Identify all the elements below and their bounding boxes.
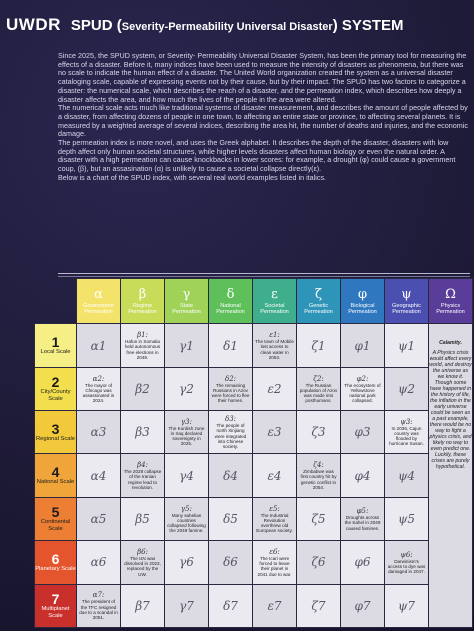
cell-example: The Industrial Revolution overthrew old European society.: [256, 512, 293, 534]
table-row: [35, 367, 473, 410]
cell-code: δ3:: [224, 415, 237, 424]
table-row: [35, 324, 473, 367]
column-symbol: φ: [357, 286, 368, 302]
table-cell: [341, 324, 385, 367]
cell-code: φ1: [354, 338, 371, 353]
page-title: [71, 17, 404, 34]
table-cell: [253, 324, 297, 367]
column-name: Genetic Permeation: [304, 302, 333, 316]
chart-corner: [35, 279, 77, 324]
cell-code: ζ7: [311, 598, 326, 613]
cell-code: ε4: [267, 468, 282, 483]
column-name: National Permeation: [216, 302, 245, 316]
cell-code: γ2: [179, 381, 194, 396]
row-header: [35, 367, 77, 410]
table-cell: [209, 454, 253, 497]
cell-code: ζ2:: [313, 374, 324, 383]
column-symbol: Ω: [445, 286, 456, 302]
table-cell: [121, 411, 165, 454]
row-header: [35, 324, 77, 367]
table-cell: [385, 454, 429, 497]
cell-code: γ1: [179, 338, 194, 353]
cell-code: γ6: [179, 555, 194, 570]
row-number: 4: [51, 464, 60, 481]
table-cell: [165, 324, 209, 367]
cell-code: φ3: [354, 425, 371, 440]
cell-code: α3: [90, 425, 107, 440]
cell-code: ζ6: [311, 555, 326, 570]
table-cell: [297, 367, 341, 410]
row-header: [35, 541, 77, 584]
column-symbol: β: [138, 286, 147, 302]
cell-code: ψ2: [397, 381, 416, 396]
cell-code: δ1: [223, 338, 238, 353]
divider: [58, 276, 470, 277]
table-cell: [253, 541, 297, 584]
table-cell: [297, 541, 341, 584]
cell-code: α6: [90, 555, 107, 570]
cell-code: φ4: [354, 468, 371, 483]
table-cell: [77, 411, 121, 454]
cell-code: α5: [90, 511, 107, 526]
column-name: Biological Permeation: [348, 302, 377, 316]
cell-code: δ5: [223, 511, 238, 526]
cell-code: ψ5: [397, 511, 416, 526]
table-cell: [209, 497, 253, 540]
cell-code: β3: [135, 425, 150, 440]
cell-example: The town of Mobile lost access to clean water in 2053.: [255, 339, 294, 360]
cell-code: ζ5: [311, 511, 326, 526]
cell-code: ε1:: [269, 331, 280, 340]
table-cell: [253, 367, 297, 410]
table-cell: [77, 367, 121, 410]
table-cell: [165, 541, 209, 584]
row-number: 5: [51, 504, 60, 521]
cell-code: δ2:: [224, 374, 237, 383]
table-cell: [209, 324, 253, 367]
cell-example: Hafun in Somalia held autonomous free elections in 2049.: [124, 339, 161, 360]
cell-code: β2: [135, 381, 150, 396]
column-header: [253, 279, 297, 324]
table-row: [35, 584, 473, 627]
cell-code: ζ1: [311, 338, 326, 353]
table-cell: [341, 454, 385, 497]
row-number: 2: [51, 374, 60, 391]
cell-code: ε2: [267, 381, 282, 396]
table-cell: [297, 411, 341, 454]
table-cell: [341, 497, 385, 540]
column-header: [297, 279, 341, 324]
cell-code: α7:: [92, 591, 105, 600]
cell-example: The ecosystem of Yellowstone national park collapsed.: [344, 382, 381, 404]
cell-code: φ6: [354, 555, 371, 570]
row-name: National Scale: [36, 479, 75, 486]
column-symbol: ε: [271, 286, 278, 302]
table-cell: [121, 497, 165, 540]
intro-paragraph: The permeation index is more novel, and uses the Greek alphabet. It describes the depth of the disaster, disasters with low depth affect only human societal structures, while higher levels disasters affect human biology or even the natural order. A disaster with a high permeation can cause knockbacks in lower scores: for example, a drought (φ) could cause a government coup, (β), but an assasination (α) is unlikely to cause a societal collapse directly(ε).: [58, 138, 456, 174]
row-number: 3: [51, 420, 60, 437]
cell-example: The remaining Russians in Azov were forced to flee their homes.: [211, 382, 250, 404]
column-symbol: δ: [226, 286, 235, 302]
cell-code: ε3: [267, 425, 282, 440]
cell-code: ζ3: [311, 425, 326, 440]
table-row: [35, 541, 473, 584]
table-cell: [385, 411, 429, 454]
cell-code: φ7: [354, 598, 371, 613]
row-name: Multiplanet Scale: [41, 606, 70, 619]
table-cell: [297, 454, 341, 497]
table-cell: [385, 497, 429, 540]
column-symbol: ζ: [314, 286, 323, 302]
cell-code: δ6: [223, 555, 238, 570]
table-row: [35, 411, 473, 454]
column-header: [341, 279, 385, 324]
table-cell: [385, 541, 429, 584]
column-name: Physics Permeation: [436, 302, 465, 316]
cell-code: δ7: [223, 598, 238, 613]
table-cell: [297, 497, 341, 540]
cell-code: β1:: [137, 331, 148, 340]
intro-text: [58, 52, 468, 183]
cell-code: α2:: [92, 374, 105, 383]
table-cell: [341, 541, 385, 584]
uwdr-logo: UWDR: [6, 15, 61, 34]
cell-example: Many sahelian countries collapsed following the 2049 famine.: [167, 512, 206, 534]
table-cell: [121, 367, 165, 410]
column-name: Geographic Permeation: [392, 302, 421, 316]
cell-code: ψ4: [397, 468, 416, 483]
title-small: Severity-Permeability Universal Disaster: [121, 20, 333, 33]
omega-text: A Physics crisis would affect every world, and destroy the universe as we know it. Though some have happened in the history of life, the inflation in the early universe could be seen as a past example, there would be no way to fight a physics crisis, and likely no way to even predict one. Luckily, these crises are purely hypothetical.: [429, 350, 472, 471]
table-cell: [385, 367, 429, 410]
row-header: [35, 454, 77, 497]
cell-code: γ7: [179, 598, 194, 613]
cell-example: The UN was dissolved in 2023, replaced by the UW.: [124, 555, 161, 577]
row-number: 6: [51, 551, 60, 568]
omega-description: [429, 324, 473, 628]
row-name: Local Scale: [40, 349, 71, 356]
cell-example: Darwinism's access to dye was damaged in 2047.: [387, 558, 426, 574]
title-end: ) SYSTEM: [332, 16, 404, 34]
table-cell: [297, 324, 341, 367]
table-cell: [385, 324, 429, 367]
column-header: [121, 279, 165, 324]
cell-example: The 2028 collapse of the Iranian regime lead to revolution.: [123, 469, 162, 490]
row-header: [35, 584, 77, 627]
table-cell: [165, 454, 209, 497]
column-header: [385, 279, 429, 324]
cell-code: α4: [90, 468, 107, 483]
table-cell: [385, 584, 429, 627]
cell-code: ψ3:: [400, 417, 413, 426]
cell-example: The mayor of Chicago was assassinated in 2024.: [82, 382, 115, 404]
column-symbol: γ: [182, 286, 191, 302]
table-cell: [77, 584, 121, 627]
cell-example: Zimbabwe was first country hit by genetic conflict in 2054.: [300, 469, 337, 490]
cell-code: α1: [90, 338, 107, 353]
column-header: [209, 279, 253, 324]
table-cell: [341, 367, 385, 410]
cell-code: ψ1: [397, 338, 416, 353]
table-cell: [77, 497, 121, 540]
column-header: [77, 279, 121, 324]
cell-example: The Russian population of Azov was made into posthumans.: [299, 382, 338, 404]
row-header: [35, 411, 77, 454]
column-header: [429, 279, 473, 324]
row-number: 1: [51, 334, 60, 351]
column-symbol: ψ: [401, 286, 412, 302]
cell-code: ψ7: [397, 598, 416, 613]
cell-code: γ4: [179, 468, 194, 483]
table-cell: [209, 367, 253, 410]
cell-code: ε5:: [269, 504, 280, 513]
cell-code: β4:: [137, 461, 148, 470]
cell-example: The people of north Xinjiang were integrated into Chinese society.: [214, 423, 247, 450]
row-name: City/County Scale: [40, 389, 71, 402]
table-cell: [165, 367, 209, 410]
row-header: [35, 497, 77, 540]
table-cell: [121, 454, 165, 497]
cell-code: φ5:: [356, 507, 369, 516]
table-cell: [209, 584, 253, 627]
cell-example: Droughts across the Sahel in 2049 caused famines.: [344, 515, 381, 531]
table-cell: [209, 411, 253, 454]
table-cell: [121, 324, 165, 367]
column-header: [165, 279, 209, 324]
divider: [58, 273, 470, 274]
cell-example: The Icari were forced to leave their planet in 2041 due to war.: [257, 555, 292, 577]
table-cell: [253, 497, 297, 540]
column-symbol: α: [94, 286, 103, 302]
table-cell: [165, 497, 209, 540]
cell-example: The president of the TFC resigned due to a scandal in 2051.: [79, 599, 118, 620]
column-name: Regime Permeation: [128, 302, 157, 316]
table-cell: [209, 541, 253, 584]
intro-paragraph: Since 2025, the SPUD system, or Severity- Permeability Universal Disaster System, has been the primary tool for measuring the effects of a disaster. Before it, many indices have been used to measure the intensity of disasters as phenomena, but there was no scale to indicate the human effect of a disaster. The United World organization created the system as a universal disaster cataloging scale, capable of expressing events not by their cause, but by their impact. The SPUD has two factors to categorize a disaster: the numerical scale, which describes the reach of a disaster, and the permeation index, which describes how deeply a disaster affects the area, and how much the lives of the people in the area were altered.: [58, 51, 467, 104]
table-cell: [253, 584, 297, 627]
intro-paragraph: Below is a chart of the SPUD index, with several real world examples listed in italics.: [58, 172, 327, 182]
table-cell: [297, 584, 341, 627]
spud-chart: [34, 278, 473, 628]
table-cell: [77, 541, 121, 584]
table-row: [35, 497, 473, 540]
cell-example: In 2036, Cajun country was flooded by hurricane Susan.: [389, 425, 424, 447]
table-cell: [77, 324, 121, 367]
title-main: SPUD (: [70, 16, 122, 34]
table-cell: [165, 584, 209, 627]
table-cell: [121, 584, 165, 627]
cell-code: γ3:: [181, 417, 192, 426]
table-cell: [77, 454, 121, 497]
column-name: State Permeation: [172, 302, 201, 316]
cell-example: The Kurdish zone in Iraq declared sovereignty in 2025.: [168, 425, 205, 447]
table-row: [35, 454, 473, 497]
cell-code: γ5:: [181, 504, 192, 513]
column-name: Societal Permeation: [260, 302, 289, 316]
table-cell: [165, 411, 209, 454]
cell-code: ζ4:: [313, 461, 324, 470]
row-name: Continental Scale: [40, 519, 71, 532]
table-cell: [341, 584, 385, 627]
row-name: Planetary Scale: [35, 566, 76, 573]
row-number: 7: [51, 591, 60, 608]
cell-code: δ4: [223, 468, 238, 483]
header: [4, 8, 470, 42]
intro-paragraph: The numerical scale acts much like traditional systems of disaster measurement, and describes the amount of people affected by a disaster, from affecting dozens of people in one town, to affecting an entire state or province, to affecting several planets. It is measured by a weighted average of several indices, describing the area hit, the number of deaths and injuries, and the economic damage.: [58, 103, 468, 139]
cell-code: β7: [135, 598, 150, 613]
cell-code: ε6:: [269, 547, 280, 556]
cell-code: β6:: [137, 547, 148, 556]
table-cell: [341, 411, 385, 454]
cell-code: ψ6:: [400, 550, 413, 559]
cell-code: β5: [135, 511, 150, 526]
table-cell: [253, 454, 297, 497]
table-cell: [121, 541, 165, 584]
omega-title: Calamity.: [439, 340, 462, 347]
column-name: Government Permeation: [83, 302, 114, 316]
row-name: Regional Scale: [36, 435, 75, 442]
cell-code: ε7: [267, 598, 282, 613]
table-cell: [253, 411, 297, 454]
cell-code: φ2:: [356, 374, 369, 383]
